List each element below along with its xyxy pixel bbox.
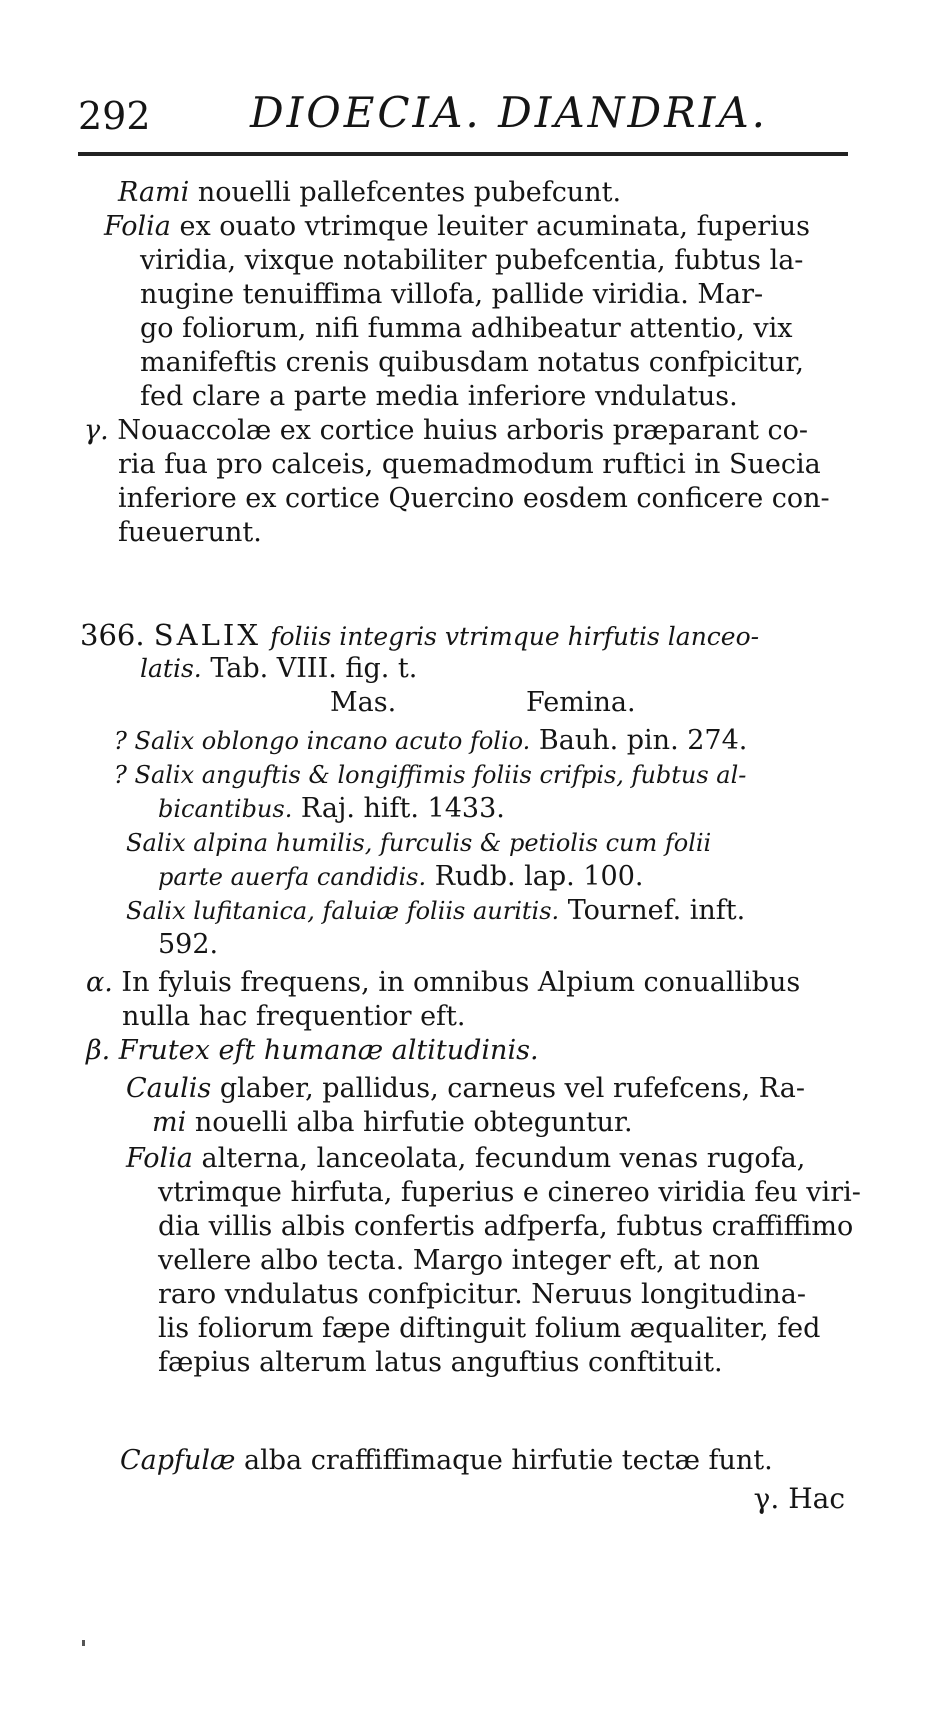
synonym-line: Salix lufitanica, faluiæ foliis auritis. Tournef. inft.: [126, 895, 746, 926]
text-line: inferiore ex cortice Quercino eosdem conficere con-: [118, 483, 830, 514]
text-line: fæpius alterum latus anguftius conftituit.: [158, 1347, 723, 1378]
entry-number: 366.: [80, 618, 145, 652]
text-line: Capfulæ alba craffiffimaque hirfutie tectæ funt.: [120, 1445, 773, 1476]
text-line: fueuerunt.: [118, 517, 262, 548]
text-line: Folia ex ouato vtrimque leuiter acuminata, fuperius: [104, 211, 811, 242]
text-line: nugine tenuiffima villofa, pallide viridia. Mar-: [140, 279, 764, 310]
synonym-line: bicantibus. Raj. hift. 1433.: [158, 793, 505, 824]
sex-label-male: Mas.: [330, 687, 397, 718]
text-line: lis foliorum fæpe diftinguit folium æqualiter, fed: [158, 1313, 821, 1344]
text-line: α. In fyluis frequens, in omnibus Alpium conuallibus: [86, 967, 801, 998]
text-line: nulla hac frequentior eft.: [122, 1001, 466, 1032]
synonym-line: parte auerfa candidis. Rudb. lap. 100.: [158, 861, 644, 892]
text-line: vellere albo tecta. Margo integer eft, at non: [158, 1245, 760, 1276]
page-number: 292: [78, 94, 151, 138]
synonym-line: ? Salix oblongo incano acuto folio. Bauh. pin. 274.: [114, 725, 748, 756]
text-line: raro vndulatus confpicitur. Neruus longitudina-: [158, 1279, 806, 1310]
entry-heading: [80, 618, 759, 654]
running-head: DIOECIA. DIANDRIA.: [250, 88, 769, 137]
text-line: go foliorum, nifi fumma adhibeatur attentio, vix: [140, 313, 793, 344]
text-line: ria fua pro calceis, quemadmodum ruftici in Suecia: [118, 449, 821, 480]
page-header: [78, 88, 848, 138]
entry-genus: SALIX: [153, 618, 261, 652]
text-line: viridia, vixque notabiliter pubefcentia, fubtus la-: [140, 245, 804, 276]
text-line: vtrimque hirfuta, fuperius e cinereo viridia feu viri-: [158, 1177, 861, 1208]
header-rule: [78, 152, 848, 156]
text-line: fed clare a parte media inferiore vndulatus.: [140, 381, 738, 412]
synonym-line: Salix alpina humilis, furculis & petiolis cum folii: [126, 829, 712, 857]
entry-diagnosis: foliis integris vtrimque hirfutis lanceo-: [270, 622, 760, 651]
text-line: manifeftis crenis quibusdam notatus confpicitur,: [140, 347, 804, 378]
catchword: γ. Hac: [753, 1482, 845, 1515]
text-line: Caulis glaber, pallidus, carneus vel rufefcens, Ra-: [126, 1073, 805, 1104]
entry-heading-cont: latis. Tab. VIII. fig. t.: [140, 653, 418, 684]
plate-reference: Tab. VIII. fig. t.: [210, 653, 418, 684]
text-line: β. Frutex eft humanæ altitudinis.: [86, 1035, 539, 1066]
text-line: γ. Nouaccolæ ex cortice huius arboris præparant co-: [84, 415, 809, 446]
text-line: dia villis albis confertis adfperfa, fubtus craffiffimo: [158, 1211, 854, 1242]
synonym-line: ? Salix anguftis & longiffimis foliis crifpis, fubtus al-: [114, 761, 747, 789]
stray-mark: [82, 1640, 85, 1646]
text-line: Rami nouelli pallefcentes pubefcunt.: [118, 177, 622, 208]
sex-label-female: Femina.: [526, 687, 636, 718]
synonym-line: 592.: [158, 929, 219, 960]
text-line: mi nouelli alba hirfutie obteguntur.: [152, 1107, 633, 1138]
text-line: Folia alterna, lanceolata, fecundum venas rugofa,: [126, 1143, 806, 1174]
